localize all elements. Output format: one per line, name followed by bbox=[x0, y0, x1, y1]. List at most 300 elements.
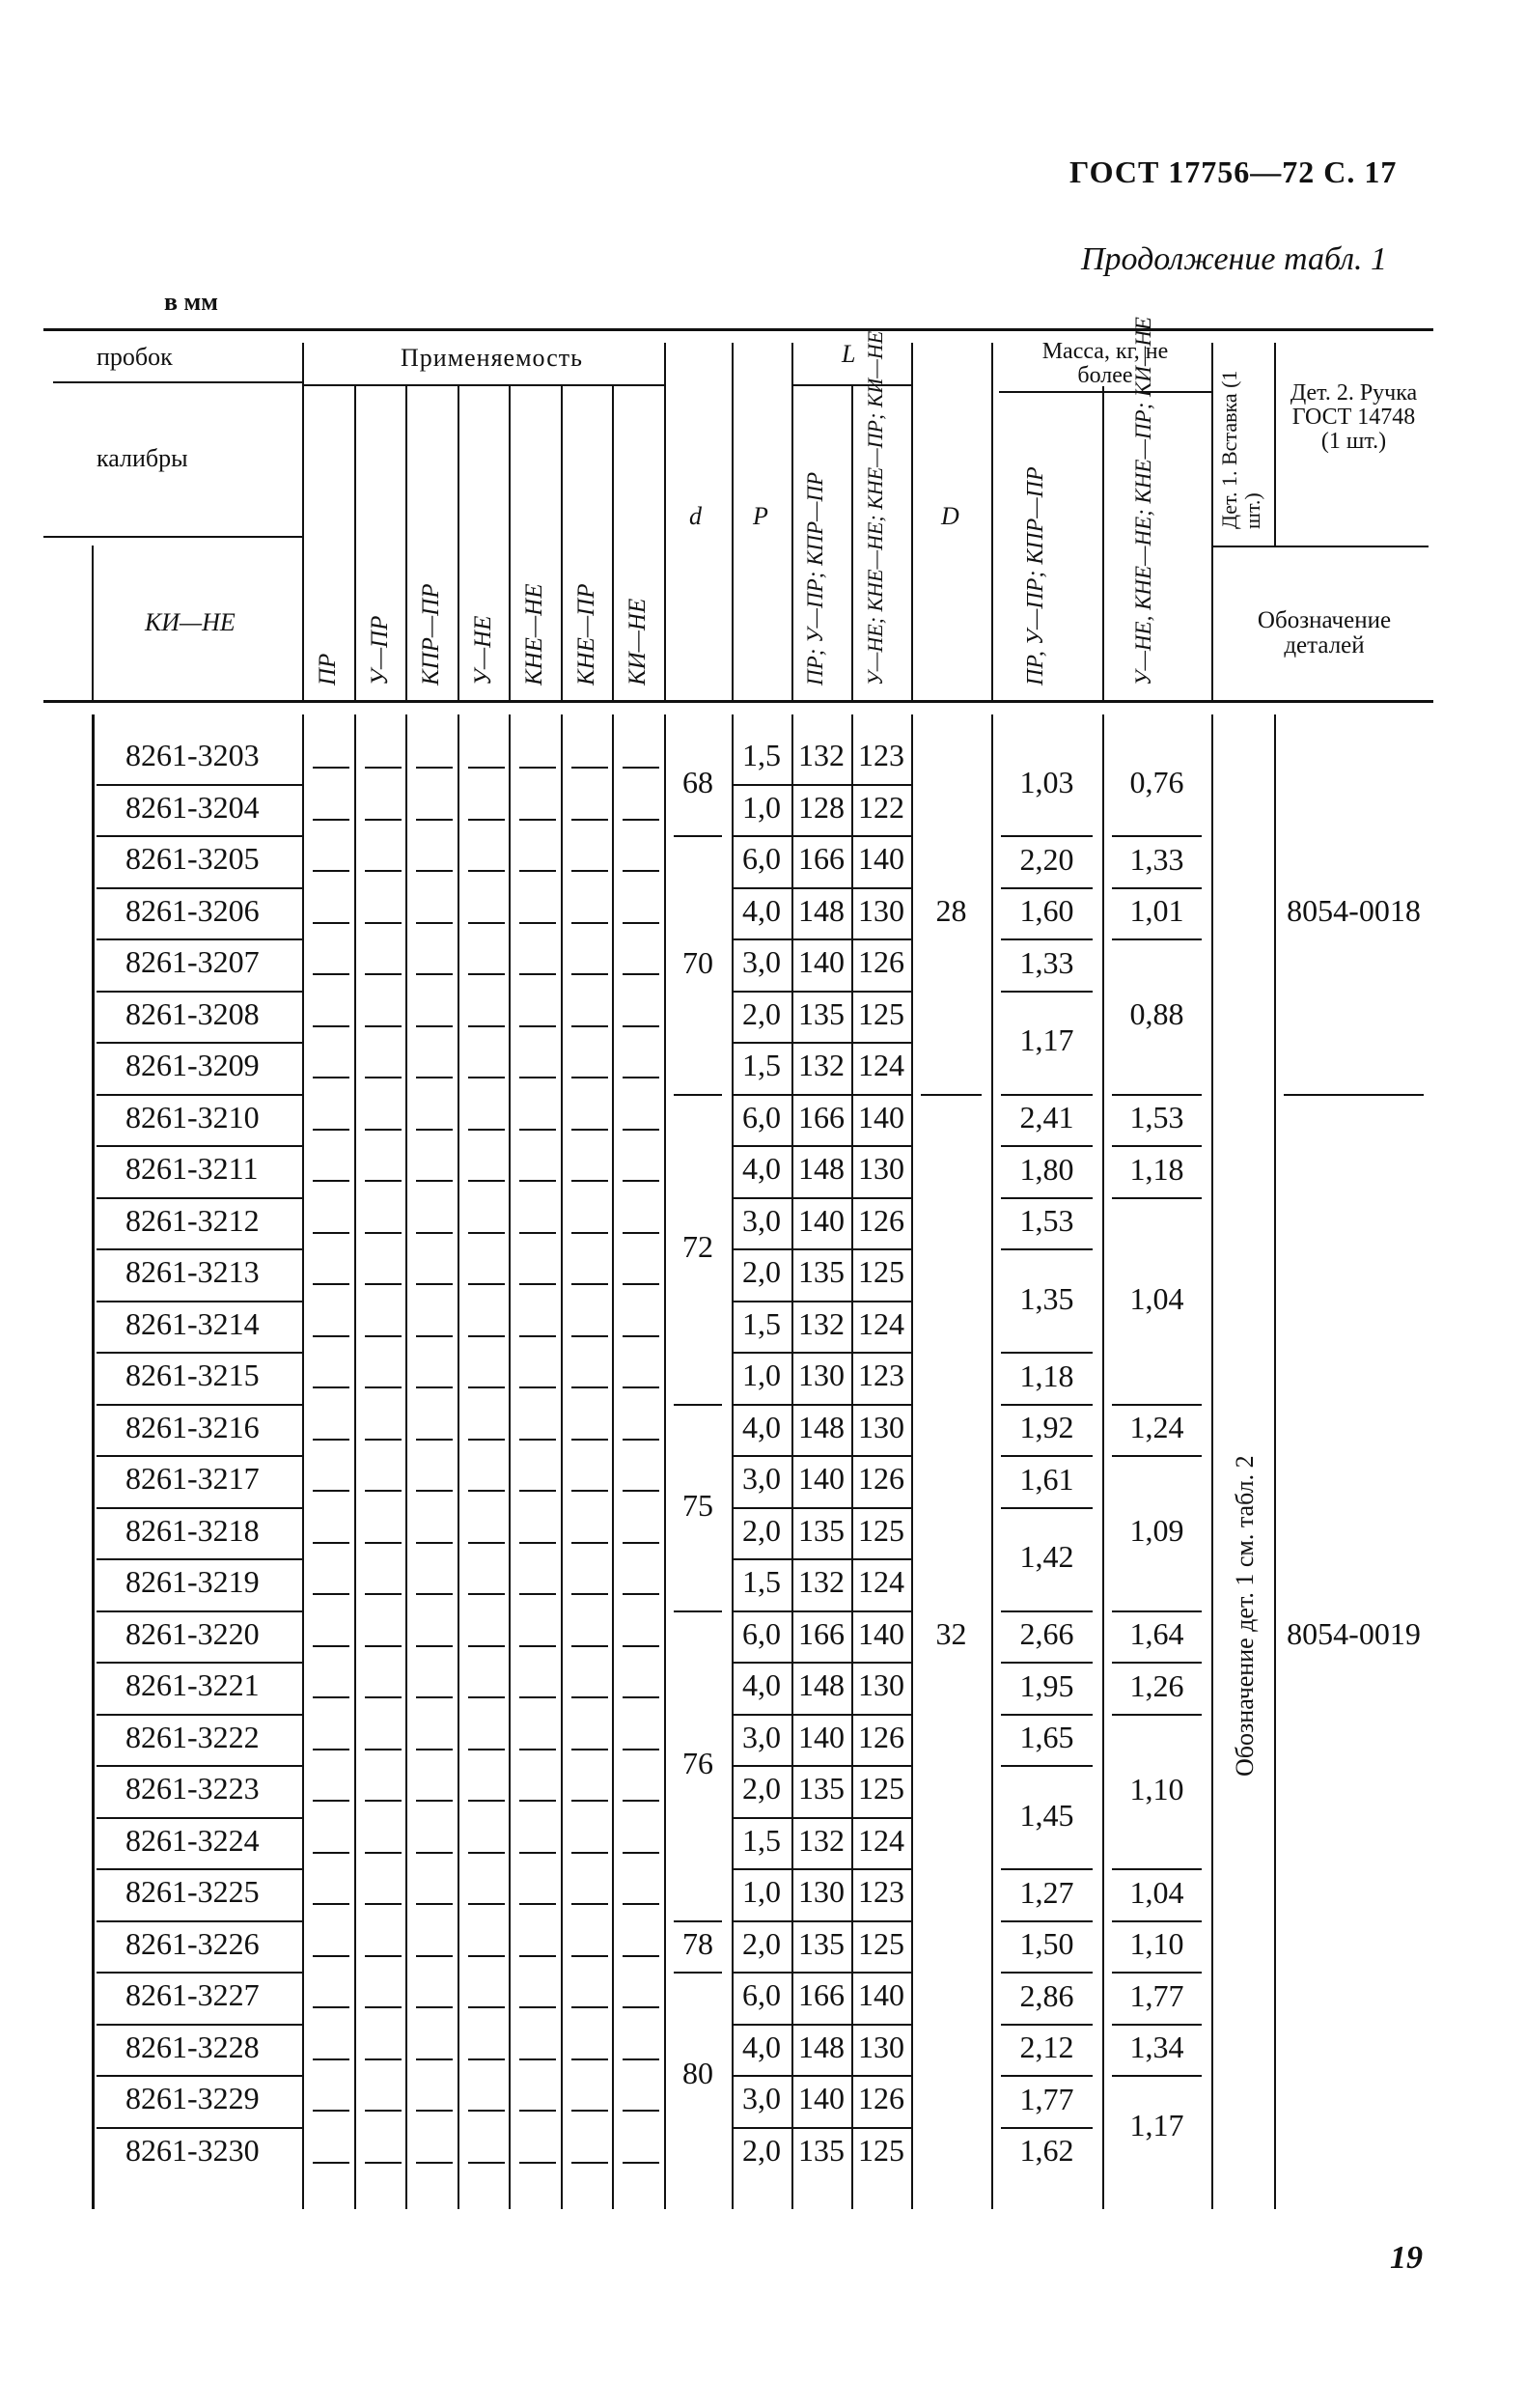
pitch-value: 6,0 bbox=[742, 1977, 781, 2012]
group-rule bbox=[1112, 887, 1202, 889]
length-pr-value: 135 bbox=[798, 1254, 845, 1289]
group-rule bbox=[1001, 2024, 1093, 2026]
length-ne-value: 126 bbox=[858, 1202, 904, 1238]
row-rule bbox=[97, 1301, 302, 1302]
applicability-dash bbox=[519, 1955, 556, 1957]
applicability-dash bbox=[623, 1955, 659, 1957]
part-code: 8261-3215 bbox=[125, 1358, 260, 1392]
group-rule bbox=[1001, 1455, 1093, 1457]
applicability-dash bbox=[468, 1232, 505, 1234]
applicability-dash bbox=[313, 1386, 349, 1388]
column-divider bbox=[354, 714, 356, 2209]
length-pr-value: 166 bbox=[798, 1615, 845, 1651]
applicability-dash bbox=[519, 1025, 556, 1027]
header-appl-u-ne: У—НЕ bbox=[470, 615, 496, 686]
header-rule bbox=[302, 384, 664, 386]
row-rule bbox=[97, 1714, 302, 1716]
header-L1: ПР; У—ПР; КПР—ПР bbox=[803, 471, 827, 686]
pitch-value: 4,0 bbox=[742, 1667, 781, 1702]
applicability-dash bbox=[416, 1696, 453, 1698]
applicability-dash bbox=[519, 1129, 556, 1131]
applicability-dash bbox=[365, 1696, 402, 1698]
applicability-dash bbox=[571, 1180, 608, 1182]
applicability-dash bbox=[365, 1903, 402, 1905]
applicability-dash bbox=[365, 767, 402, 769]
header-divider bbox=[405, 386, 407, 700]
applicability-dash bbox=[313, 1232, 349, 1234]
group-rule bbox=[1112, 1197, 1202, 1199]
mass-pr-value: 1,53 bbox=[1019, 1203, 1074, 1239]
length-pr-value: 135 bbox=[798, 1771, 845, 1806]
column-divider bbox=[1274, 714, 1276, 2209]
applicability-dash bbox=[313, 1852, 349, 1854]
applicability-dash bbox=[519, 1696, 556, 1698]
applicability-dash bbox=[468, 1696, 505, 1698]
applicability-dash bbox=[468, 2058, 505, 2060]
units-label: в мм bbox=[164, 288, 218, 316]
row-rule bbox=[732, 1610, 911, 1612]
applicability-dash bbox=[365, 1645, 402, 1647]
row-rule bbox=[732, 2075, 911, 2077]
applicability-dash bbox=[468, 2110, 505, 2112]
length-ne-value: 130 bbox=[858, 2029, 904, 2064]
group-rule bbox=[1112, 1972, 1202, 1974]
header-divider bbox=[458, 386, 459, 700]
applicability-dash bbox=[571, 1335, 608, 1337]
applicability-dash bbox=[623, 2162, 659, 2164]
header-divider bbox=[1274, 343, 1276, 546]
row-rule bbox=[97, 887, 302, 889]
applicability-dash bbox=[313, 1077, 349, 1078]
pitch-value: 2,0 bbox=[742, 995, 781, 1031]
applicability-dash bbox=[571, 2162, 608, 2164]
mass-ne-value: 1,24 bbox=[1129, 1410, 1184, 1445]
header-det2: Дет. 2. Ручка ГОСТ 14748 (1 шт.) bbox=[1290, 380, 1418, 455]
column-divider bbox=[664, 714, 666, 2209]
header-divider bbox=[612, 386, 614, 700]
applicability-dash bbox=[571, 922, 608, 924]
column-divider bbox=[509, 714, 511, 2209]
mass-ne-value: 1,01 bbox=[1129, 893, 1184, 929]
applicability-dash bbox=[365, 2006, 402, 2008]
part-code: 8261-3217 bbox=[125, 1461, 260, 1496]
applicability-dash bbox=[519, 1645, 556, 1647]
applicability-dash bbox=[416, 1749, 453, 1750]
header-divider bbox=[911, 343, 913, 700]
diameter-value: 70 bbox=[682, 944, 713, 980]
group-rule bbox=[1112, 1920, 1202, 1922]
applicability-dash bbox=[519, 1593, 556, 1595]
applicability-dash bbox=[623, 1696, 659, 1698]
applicability-dash bbox=[416, 1025, 453, 1027]
applicability-dash bbox=[623, 1077, 659, 1078]
part-code: 8261-3212 bbox=[125, 1202, 260, 1238]
header-divider bbox=[302, 343, 304, 700]
length-ne-value: 125 bbox=[858, 995, 904, 1031]
row-rule bbox=[97, 2075, 302, 2077]
part-code: 8261-3220 bbox=[125, 1615, 260, 1651]
header-probok: пробок bbox=[97, 343, 173, 371]
row-rule bbox=[97, 1868, 302, 1870]
group-rule bbox=[1001, 1507, 1093, 1509]
length-pr-value: 132 bbox=[798, 1822, 845, 1858]
header-rule bbox=[999, 391, 1211, 393]
applicability-dash bbox=[571, 1386, 608, 1388]
mass-pr-value: 2,41 bbox=[1019, 1100, 1074, 1135]
applicability-dash bbox=[416, 819, 453, 821]
length-pr-value: 130 bbox=[798, 1874, 845, 1909]
applicability-dash bbox=[623, 2110, 659, 2112]
group-rule bbox=[1001, 991, 1093, 993]
mass-ne-value: 1,33 bbox=[1129, 841, 1184, 877]
length-ne-value: 126 bbox=[858, 1461, 904, 1496]
applicability-dash bbox=[416, 1439, 453, 1441]
applicability-dash bbox=[571, 1955, 608, 1957]
applicability-dash bbox=[571, 1283, 608, 1285]
length-pr-value: 140 bbox=[798, 2081, 845, 2115]
applicability-dash bbox=[468, 1283, 505, 1285]
part-code: 8261-3208 bbox=[125, 995, 260, 1031]
header-designation: Обозначение деталей bbox=[1257, 607, 1392, 659]
header-divider bbox=[991, 343, 993, 700]
applicability-dash bbox=[571, 1903, 608, 1905]
applicability-dash bbox=[468, 1955, 505, 1957]
header-rule bbox=[1211, 546, 1429, 547]
handle-designation: 8054-0019 bbox=[1287, 1616, 1421, 1652]
mass-ne-value: 1,04 bbox=[1129, 1874, 1184, 1910]
applicability-dash bbox=[365, 1129, 402, 1131]
row-rule bbox=[97, 835, 302, 837]
applicability-dash bbox=[468, 1129, 505, 1131]
applicability-dash bbox=[468, 1077, 505, 1078]
applicability-dash bbox=[571, 2110, 608, 2112]
applicability-dash bbox=[313, 2006, 349, 2008]
mass-ne-value: 1,18 bbox=[1129, 1151, 1184, 1187]
part-code: 8261-3222 bbox=[125, 1719, 260, 1754]
applicability-dash bbox=[416, 2006, 453, 2008]
header-divider bbox=[509, 386, 511, 700]
mass-pr-value: 1,62 bbox=[1019, 2133, 1074, 2169]
part-code: 8261-3203 bbox=[125, 738, 260, 772]
applicability-dash bbox=[623, 870, 659, 872]
applicability-dash bbox=[623, 1542, 659, 1544]
pitch-value: 1,0 bbox=[742, 789, 781, 825]
applicability-dash bbox=[623, 1593, 659, 1595]
mass-pr-value: 1,33 bbox=[1019, 944, 1074, 980]
mass-ne-value: 1,64 bbox=[1129, 1616, 1184, 1652]
mass-pr-value: 1,65 bbox=[1019, 1720, 1074, 1755]
applicability-dash bbox=[623, 767, 659, 769]
pitch-value: 1,5 bbox=[742, 1305, 781, 1341]
applicability-dash bbox=[365, 1025, 402, 1027]
applicability-dash bbox=[416, 1490, 453, 1492]
applicability-dash bbox=[416, 1593, 453, 1595]
mass-pr-value: 1,18 bbox=[1019, 1358, 1074, 1393]
pitch-value: 1,5 bbox=[742, 1822, 781, 1858]
pitch-value: 2,0 bbox=[742, 1771, 781, 1806]
row-rule bbox=[732, 991, 911, 993]
header-divider bbox=[851, 386, 853, 700]
applicability-dash bbox=[519, 1439, 556, 1441]
mass-ne-value: 1,53 bbox=[1129, 1100, 1184, 1135]
group-rule bbox=[1001, 1662, 1093, 1664]
header-divider bbox=[354, 386, 356, 700]
group-rule bbox=[1112, 1714, 1202, 1716]
group-rule bbox=[1112, 1610, 1202, 1612]
row-rule bbox=[97, 1662, 302, 1664]
length-pr-value: 132 bbox=[798, 738, 845, 772]
applicability-dash bbox=[416, 2058, 453, 2060]
applicability-dash bbox=[468, 2006, 505, 2008]
length-ne-value: 125 bbox=[858, 1771, 904, 1806]
applicability-dash bbox=[623, 1645, 659, 1647]
row-rule bbox=[732, 1662, 911, 1664]
pitch-value: 6,0 bbox=[742, 841, 781, 876]
row-rule bbox=[97, 1248, 302, 1250]
applicability-dash bbox=[416, 1955, 453, 1957]
applicability-dash bbox=[623, 2058, 659, 2060]
mass-ne-value: 0,88 bbox=[1129, 996, 1184, 1032]
column-divider bbox=[911, 714, 913, 2209]
applicability-dash bbox=[623, 1335, 659, 1337]
pitch-value: 2,0 bbox=[742, 1512, 781, 1548]
header-d: d bbox=[689, 502, 702, 530]
applicability-dash bbox=[313, 767, 349, 769]
applicability-dash bbox=[416, 1077, 453, 1078]
part-code: 8261-3224 bbox=[125, 1822, 260, 1858]
applicability-dash bbox=[519, 1852, 556, 1854]
pitch-value: 4,0 bbox=[742, 1409, 781, 1444]
header-divider bbox=[1102, 386, 1104, 700]
outer-diameter-value: 32 bbox=[935, 1616, 967, 1652]
row-rule bbox=[97, 1042, 302, 1044]
diameter-value: 75 bbox=[682, 1487, 713, 1523]
applicability-dash bbox=[365, 2058, 402, 2060]
applicability-dash bbox=[571, 870, 608, 872]
header-applicability: Применяемость bbox=[401, 344, 583, 372]
mass-ne-value: 1,77 bbox=[1129, 1977, 1184, 2013]
column-divider bbox=[561, 714, 563, 2209]
length-ne-value: 124 bbox=[858, 1822, 904, 1858]
applicability-dash bbox=[519, 973, 556, 975]
applicability-dash bbox=[313, 1335, 349, 1337]
group-rule bbox=[1001, 1094, 1093, 1096]
group-rule bbox=[674, 835, 722, 837]
row-rule bbox=[97, 1817, 302, 1819]
applicability-dash bbox=[313, 1903, 349, 1905]
applicability-dash bbox=[571, 2006, 608, 2008]
length-pr-value: 140 bbox=[798, 1202, 845, 1238]
row-rule bbox=[97, 1352, 302, 1354]
header-mass1: ПР, У—ПР; КПР—ПР bbox=[1023, 466, 1048, 686]
applicability-dash bbox=[519, 1335, 556, 1337]
row-rule bbox=[97, 1920, 302, 1922]
column-divider bbox=[612, 714, 614, 2209]
applicability-dash bbox=[313, 2058, 349, 2060]
applicability-dash bbox=[313, 2110, 349, 2112]
pitch-value: 3,0 bbox=[742, 1719, 781, 1754]
mass-pr-value: 1,17 bbox=[1019, 1022, 1074, 1057]
applicability-dash bbox=[623, 1386, 659, 1388]
applicability-dash bbox=[571, 1749, 608, 1750]
mass-ne-value: 1,10 bbox=[1129, 1926, 1184, 1962]
mass-pr-value: 1,95 bbox=[1019, 1667, 1074, 1703]
applicability-dash bbox=[365, 819, 402, 821]
pitch-value: 6,0 bbox=[742, 1099, 781, 1134]
column-divider bbox=[92, 714, 95, 2209]
applicability-dash bbox=[468, 1386, 505, 1388]
length-pr-value: 166 bbox=[798, 1977, 845, 2012]
applicability-dash bbox=[519, 819, 556, 821]
pitch-value: 1,5 bbox=[742, 1564, 781, 1599]
row-rule bbox=[732, 1404, 911, 1406]
length-pr-value: 148 bbox=[798, 2029, 845, 2064]
mass-pr-value: 1,50 bbox=[1019, 1926, 1074, 1962]
part-code: 8261-3209 bbox=[125, 1048, 260, 1082]
applicability-dash bbox=[416, 1386, 453, 1388]
document-title: ГОСТ 17756—72 С. 17 bbox=[1069, 154, 1398, 189]
group-rule bbox=[1001, 1714, 1093, 1716]
pitch-value: 4,0 bbox=[742, 1151, 781, 1186]
applicability-dash bbox=[365, 1439, 402, 1441]
length-ne-value: 126 bbox=[858, 944, 904, 979]
mass-ne-value: 1,09 bbox=[1129, 1513, 1184, 1549]
row-rule bbox=[97, 1507, 302, 1509]
applicability-dash bbox=[623, 1490, 659, 1492]
applicability-dash bbox=[571, 819, 608, 821]
part-code: 8261-3227 bbox=[125, 1977, 260, 2012]
applicability-dash bbox=[519, 870, 556, 872]
part-code: 8261-3229 bbox=[125, 2081, 260, 2115]
length-ne-value: 130 bbox=[858, 1409, 904, 1444]
pitch-value: 2,0 bbox=[742, 1254, 781, 1289]
row-rule bbox=[97, 1094, 302, 1096]
mass-ne-value: 1,17 bbox=[1129, 2107, 1184, 2142]
row-rule bbox=[732, 1455, 911, 1457]
part-code: 8261-3223 bbox=[125, 1771, 260, 1806]
group-rule bbox=[1001, 835, 1093, 837]
header-appl-pr: ПР bbox=[315, 653, 341, 686]
mass-pr-value: 1,80 bbox=[1019, 1151, 1074, 1187]
row-rule bbox=[97, 991, 302, 993]
row-rule bbox=[97, 2024, 302, 2026]
handle-designation: 8054-0018 bbox=[1287, 893, 1421, 929]
length-ne-value: 124 bbox=[858, 1564, 904, 1599]
length-ne-value: 124 bbox=[858, 1305, 904, 1341]
applicability-dash bbox=[519, 2162, 556, 2164]
mass-pr-value: 1,92 bbox=[1019, 1410, 1074, 1445]
applicability-dash bbox=[571, 1852, 608, 1854]
applicability-dash bbox=[313, 870, 349, 872]
column-divider bbox=[302, 714, 304, 2209]
applicability-dash bbox=[365, 973, 402, 975]
applicability-dash bbox=[313, 1696, 349, 1698]
applicability-dash bbox=[468, 870, 505, 872]
length-pr-value: 166 bbox=[798, 841, 845, 876]
applicability-dash bbox=[468, 767, 505, 769]
mass-ne-value: 1,34 bbox=[1129, 2030, 1184, 2065]
part-code: 8261-3225 bbox=[125, 1874, 260, 1909]
applicability-dash bbox=[365, 1232, 402, 1234]
group-rule bbox=[674, 1610, 722, 1612]
length-pr-value: 148 bbox=[798, 1667, 845, 1702]
row-rule bbox=[97, 1404, 302, 1406]
applicability-dash bbox=[623, 1800, 659, 1802]
applicability-dash bbox=[416, 1852, 453, 1854]
pitch-value: 2,0 bbox=[742, 1925, 781, 1961]
length-ne-value: 125 bbox=[858, 2132, 904, 2168]
row-rule bbox=[97, 1197, 302, 1199]
column-divider bbox=[1211, 714, 1213, 2209]
group-rule bbox=[1001, 1248, 1093, 1250]
group-rule bbox=[674, 1972, 722, 1974]
length-ne-value: 140 bbox=[858, 841, 904, 876]
applicability-dash bbox=[313, 2162, 349, 2164]
applicability-dash bbox=[571, 1439, 608, 1441]
length-ne-value: 123 bbox=[858, 1358, 904, 1392]
part-code: 8261-3230 bbox=[125, 2132, 260, 2168]
row-rule bbox=[732, 2127, 911, 2129]
length-pr-value: 132 bbox=[798, 1564, 845, 1599]
group-rule bbox=[1001, 1197, 1093, 1199]
applicability-dash bbox=[571, 973, 608, 975]
mass-pr-value: 1,77 bbox=[1019, 2081, 1074, 2116]
applicability-dash bbox=[313, 1593, 349, 1595]
applicability-dash bbox=[519, 1386, 556, 1388]
applicability-dash bbox=[365, 1283, 402, 1285]
pitch-value: 1,0 bbox=[742, 1874, 781, 1909]
applicability-dash bbox=[623, 819, 659, 821]
group-rule bbox=[1112, 1404, 1202, 1406]
header-divider bbox=[92, 546, 94, 700]
part-code: 8261-3204 bbox=[125, 789, 260, 825]
header-bottom-rule bbox=[43, 700, 1433, 703]
applicability-dash bbox=[519, 1077, 556, 1078]
applicability-dash bbox=[571, 1025, 608, 1027]
applicability-dash bbox=[571, 1232, 608, 1234]
diameter-value: 78 bbox=[682, 1926, 713, 1962]
header-rule bbox=[791, 384, 911, 386]
length-pr-value: 140 bbox=[798, 1461, 845, 1496]
applicability-dash bbox=[365, 1749, 402, 1750]
row-rule bbox=[97, 938, 302, 940]
group-rule bbox=[1112, 1094, 1202, 1096]
length-pr-value: 140 bbox=[798, 944, 845, 979]
length-pr-value: 130 bbox=[798, 1358, 845, 1392]
length-ne-value: 125 bbox=[858, 1254, 904, 1289]
group-rule bbox=[1112, 2024, 1202, 2026]
part-code: 8261-3218 bbox=[125, 1512, 260, 1548]
applicability-dash bbox=[313, 1645, 349, 1647]
applicability-dash bbox=[313, 1749, 349, 1750]
applicability-dash bbox=[519, 1180, 556, 1182]
row-rule bbox=[97, 1765, 302, 1767]
applicability-dash bbox=[365, 2110, 402, 2112]
mass-pr-value: 1,35 bbox=[1019, 1280, 1074, 1316]
length-ne-value: 140 bbox=[858, 1977, 904, 2012]
applicability-dash bbox=[468, 1025, 505, 1027]
row-rule bbox=[97, 1972, 302, 1974]
mass-ne-value: 0,76 bbox=[1129, 764, 1184, 799]
applicability-dash bbox=[519, 2058, 556, 2060]
column-divider bbox=[405, 714, 407, 2209]
applicability-dash bbox=[571, 767, 608, 769]
applicability-dash bbox=[623, 1903, 659, 1905]
length-ne-value: 130 bbox=[858, 892, 904, 928]
length-ne-value: 126 bbox=[858, 2081, 904, 2115]
applicability-dash bbox=[571, 1645, 608, 1647]
header-L: L bbox=[842, 340, 856, 368]
